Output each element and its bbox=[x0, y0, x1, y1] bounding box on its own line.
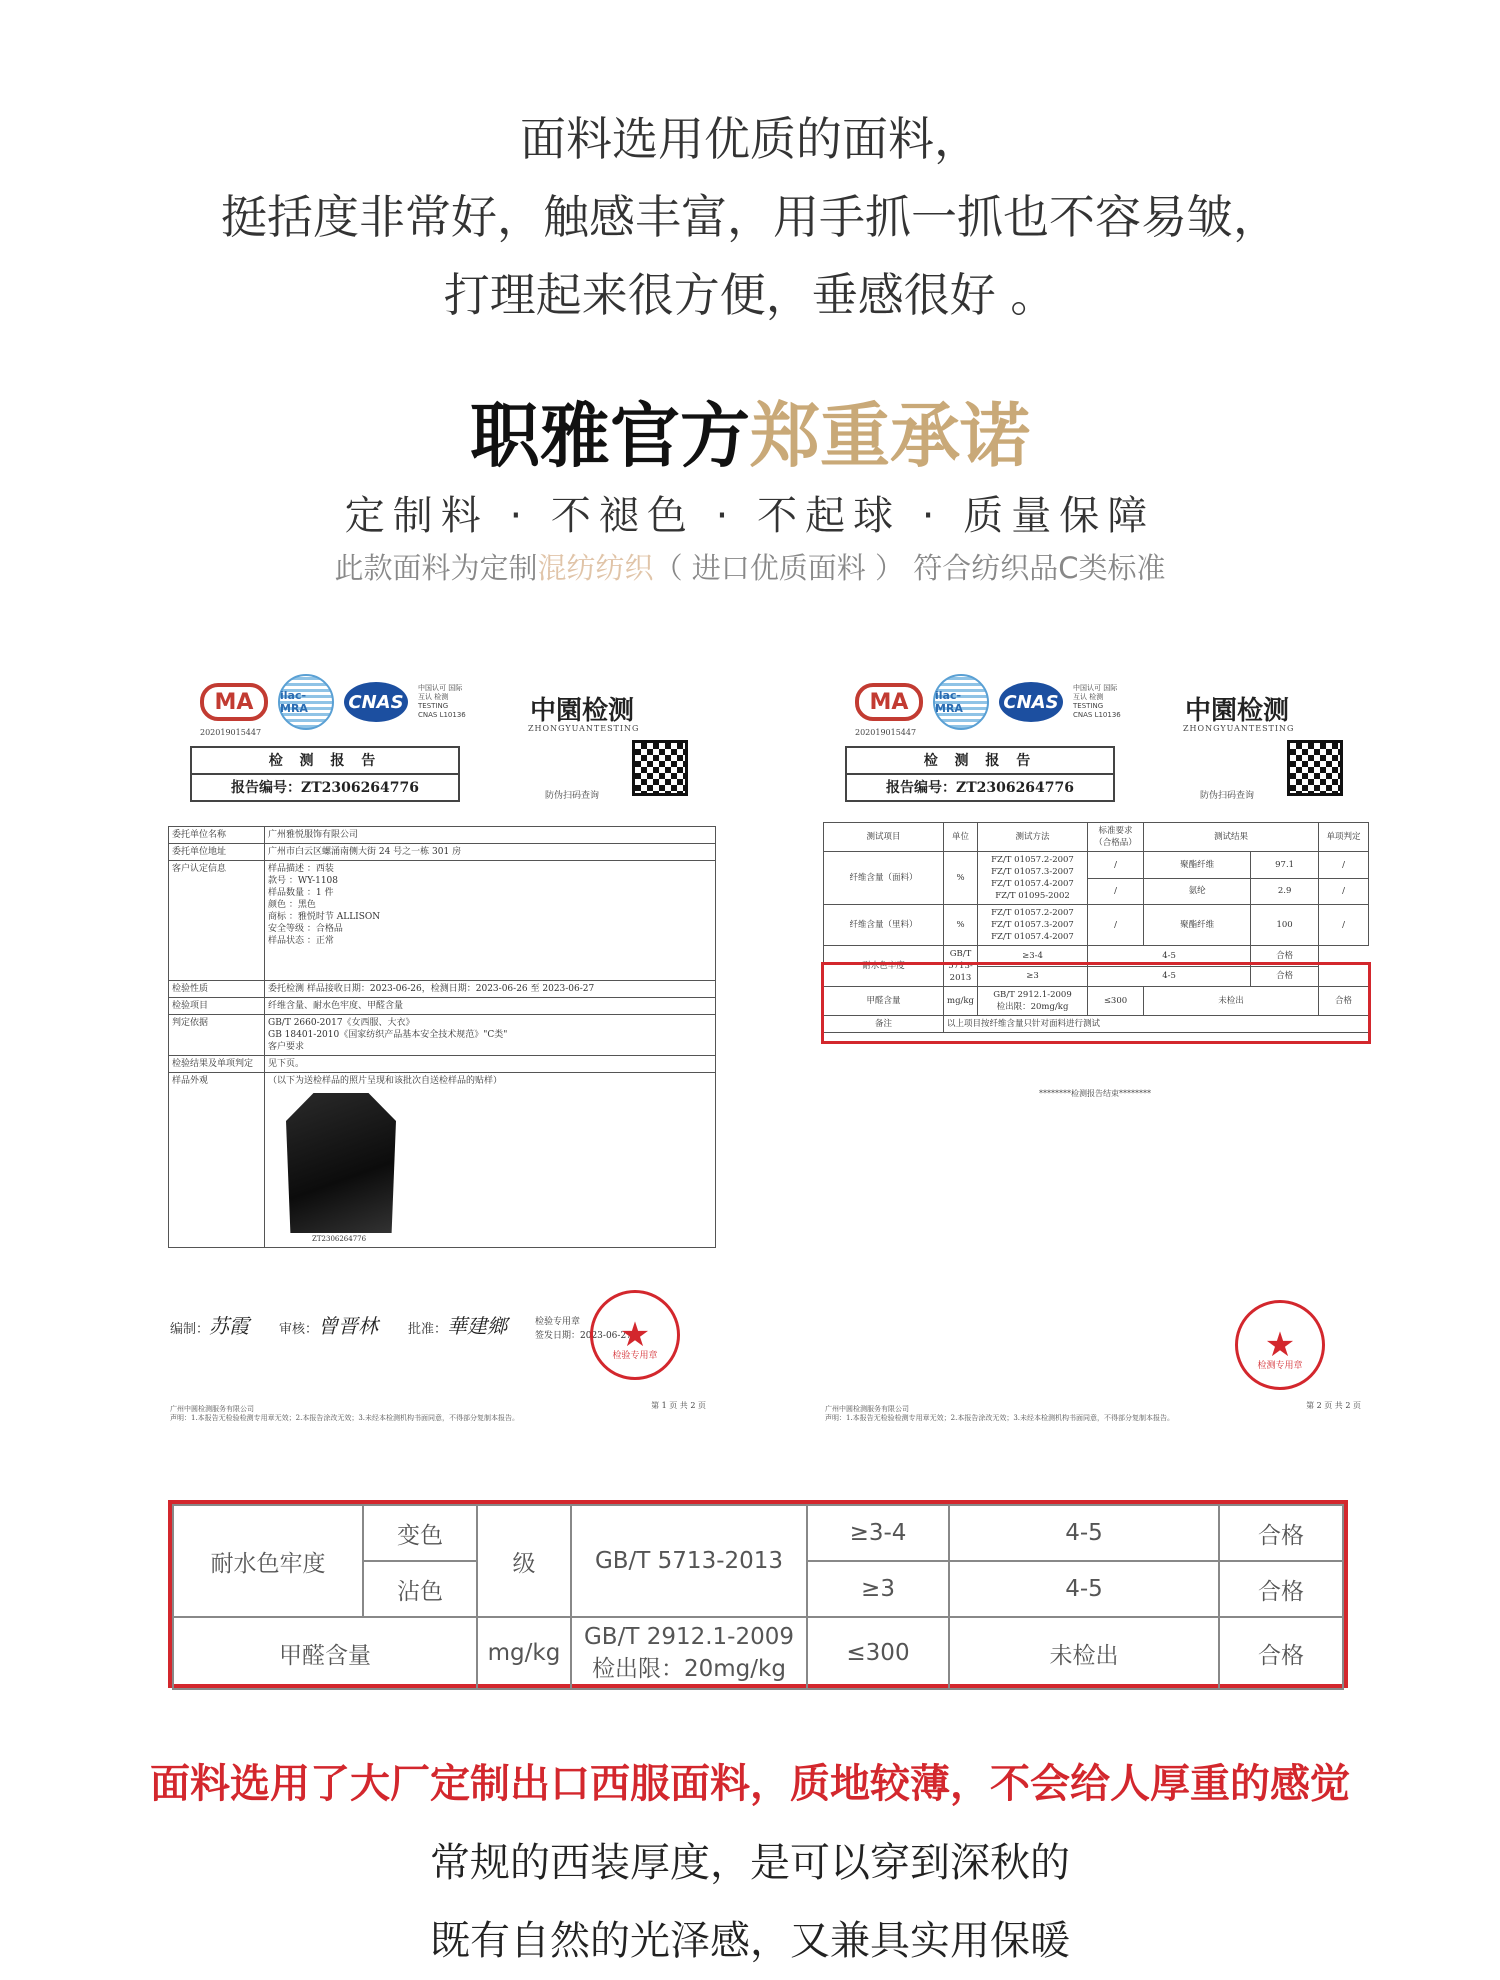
table-header-row: 测试项目 单位 测试方法 标准要求（合格品） 测试结果 单项判定 bbox=[824, 823, 1369, 852]
report-end: ********检测报告结束******** bbox=[1039, 1089, 1151, 1098]
enlarged-results-table bbox=[168, 1500, 1348, 1688]
table-row: 纤维含量（面料） % FZ/T 01057.2-2007 FZ/T 01057.3-2007 FZ/T 01057.4-2007 FZ/T 01095-2002 / 聚酯纤维 97.1 / bbox=[824, 852, 1369, 879]
table-row: 客户认定信息 样品描述 ：西装 款号 ：WY-1108 样品数量 ：1 件 颜色 ：黑色 商标 ：雅悦时节 ALLISON 安全等级 ：合格品 样品状态 ：正常 bbox=[169, 861, 716, 981]
cert-logos bbox=[200, 672, 468, 732]
photo-caption: ZT2306264776 bbox=[312, 1235, 367, 1243]
report-footer: 广州中圆检测服务有限公司 声明：1.本报告无检验检测专用章无效；2.本报告涂改无效；3.未经本检测机构书面同意，不得部分复制本报告。 bbox=[825, 1405, 1175, 1422]
cert-number: 202019015447 bbox=[200, 728, 262, 737]
lab-brand: 中園检测 bbox=[1185, 696, 1290, 726]
note-highlight: 混纺纺织 bbox=[537, 551, 654, 585]
method-line-1: GB/T 2912.1-2009 bbox=[583, 1623, 795, 1650]
bottom-text bbox=[0, 1824, 1500, 1980]
issue-date: 检验专用章 签发日期：2023-06-27 bbox=[535, 1317, 632, 1341]
report-footer: 广州中圆检测服务有限公司 声明：1.本报告无检验检测专用章无效；2.本报告涂改无效；3.未经本检测机构书面同意，不得部分复制本报告。 bbox=[170, 1405, 520, 1422]
qr-code-icon bbox=[632, 740, 688, 796]
bottom-line-2: 既有自然的光泽感，又兼具实用保暖 bbox=[430, 1918, 1070, 1964]
promise-title-black: 职雅官方 bbox=[470, 395, 750, 477]
report-title: 检 测 报 告 bbox=[192, 748, 458, 775]
note-suffix: （ 进口优质面料 ） 符合纺织品C类标准 bbox=[653, 551, 1166, 585]
table-row: 检验结果及单项判定 见下页。 bbox=[169, 1056, 716, 1073]
qr-caption: 防伪扫码查询 bbox=[1200, 791, 1255, 801]
note-prefix: 此款面料为定制 bbox=[334, 551, 538, 585]
intro-line-2: 挺括度非常好，触感丰富，用手抓一抓也不容易皱， bbox=[221, 190, 1279, 244]
sample-note: （以下为送检样品的照片呈现和该批次自送检样品的贴样） bbox=[268, 1076, 503, 1086]
lab-brand-en: ZHONGYUANTESTING bbox=[528, 724, 640, 733]
cert-logos bbox=[855, 672, 1123, 732]
cma-logo: MA bbox=[855, 683, 923, 721]
cnas-logo: CNAS bbox=[999, 682, 1063, 722]
cma-logo: MA bbox=[200, 683, 268, 721]
test-report-page-1 bbox=[160, 660, 720, 1460]
report-info-table bbox=[168, 826, 716, 1248]
intro-line-1: 面料选用优质的面料， bbox=[520, 112, 980, 166]
lab-brand-en: ZHONGYUANTESTING bbox=[1183, 724, 1295, 733]
report-title-box bbox=[845, 746, 1115, 802]
seal-stamp-icon: ★ 检验专用章 bbox=[590, 1290, 680, 1380]
intro-text bbox=[0, 100, 1500, 334]
ilac-logo: ilac-MRA bbox=[278, 674, 334, 730]
seal-stamp-icon: ★ 检测专用章 bbox=[1235, 1300, 1325, 1390]
cnas-logo: CNAS bbox=[344, 682, 408, 722]
table-row: 耐水色牢度 GB/T 5713-2013 ≥3-4 4-5 合格 bbox=[824, 946, 1369, 967]
table-row: 检验项目 纤维含量、耐水色牢度、甲醛含量 bbox=[169, 998, 716, 1015]
table-row: 甲醛含量 mg/kg GB/T 2912.1-2009 检出限：20mg/kg ≤300 未检出 合格 bbox=[824, 987, 1369, 1016]
report-number: 报告编号：ZT2306264776 bbox=[885, 780, 1075, 796]
page-number: 第 2 页 共 2 页 bbox=[1306, 1401, 1361, 1410]
signature-row bbox=[170, 1310, 507, 1339]
qr-caption: 防伪扫码查询 bbox=[545, 791, 600, 801]
promise-subtitle: 定制料 · 不褪色 · 不起球 · 质量保障 bbox=[344, 493, 1156, 539]
ilac-logo: ilac-MRA bbox=[933, 674, 989, 730]
promise-note bbox=[0, 546, 1500, 587]
report-number: 报告编号：ZT2306264776 bbox=[230, 780, 420, 796]
highlight-box bbox=[821, 962, 1371, 1044]
accreditation-text: 中国认可 国际互认 检测 TESTING CNAS L10136 bbox=[1073, 684, 1121, 719]
approver-signature: 批准：華建鄉 bbox=[408, 1314, 508, 1338]
page-number: 第 1 页 共 2 页 bbox=[651, 1401, 706, 1410]
table-row: 沾色 ≥3 4-5 合格 bbox=[173, 1561, 1343, 1617]
cert-number: 202019015447 bbox=[855, 728, 917, 737]
lab-brand: 中園检测 bbox=[530, 696, 635, 726]
editor-signature: 编制：苏霞 bbox=[170, 1314, 250, 1338]
promise-title bbox=[0, 380, 1500, 481]
table-row: 委托单位地址 广州市白云区螺涌南侧大街 24 号之一栋 301 房 bbox=[169, 844, 716, 861]
accreditation-text: 中国认可 国际互认 检测 TESTING CNAS L10136 bbox=[418, 684, 466, 719]
table-row: 委托单位名称 广州雅悦服饰有限公司 bbox=[169, 827, 716, 844]
jacket-photo bbox=[286, 1093, 396, 1233]
test-report-page-2 bbox=[815, 660, 1375, 1460]
fabric-highlight-text: 面料选用了大厂定制出口西服面料，质地较薄，不会给人厚重的感觉 bbox=[150, 1761, 1350, 1807]
method-line-2: 检出限：20mg/kg bbox=[592, 1655, 786, 1682]
table-row: 备注 以上项目按纤维含量只针对面料进行测试 bbox=[824, 1016, 1369, 1033]
report-title-box bbox=[190, 746, 460, 802]
qr-code-icon bbox=[1287, 740, 1343, 796]
report-title: 检 测 报 告 bbox=[847, 748, 1113, 775]
table-row: 样品外观 （以下为送检样品的照片呈现和该批次自送检样品的贴样） ZT2306264776 bbox=[169, 1073, 716, 1248]
reviewer-signature: 审核：曾晋林 bbox=[279, 1314, 379, 1338]
table-row: 纤维含量（里料） % FZ/T 01057.2-2007 FZ/T 01057.3-2007 FZ/T 01057.4-2007 / 聚酯纤维 100 / bbox=[824, 905, 1369, 946]
table-row: / 氨纶 2.9 / bbox=[824, 878, 1369, 905]
table-row: 甲醛含量 mg/kg GB/T 2912.1-2009 检出限：20mg/kg ≤300 未检出 合格 bbox=[173, 1617, 1343, 1689]
table-row: ≥3 4-5 合格 bbox=[824, 966, 1369, 987]
table-row: 检验性质 委托检测 样品接收日期：2023-06-26，检测日期：2023-06-26 至 2023-06-27 bbox=[169, 981, 716, 998]
promise-title-gold: 郑重承诺 bbox=[750, 395, 1030, 477]
table-row: 耐水色牢度 变色 级 GB/T 5713-2013 ≥3-4 4-5 合格 bbox=[173, 1505, 1343, 1561]
table-row: 判定依据 GB/T 2660-2017《女西服、大衣》 GB 18401-2010《国家纺织产品基本安全技术规范》"C类" 客户要求 bbox=[169, 1015, 716, 1056]
intro-line-3: 打理起来很方便，垂感很好 。 bbox=[443, 268, 1057, 322]
bottom-line-1: 常规的西装厚度，是可以穿到深秋的 bbox=[430, 1840, 1070, 1886]
